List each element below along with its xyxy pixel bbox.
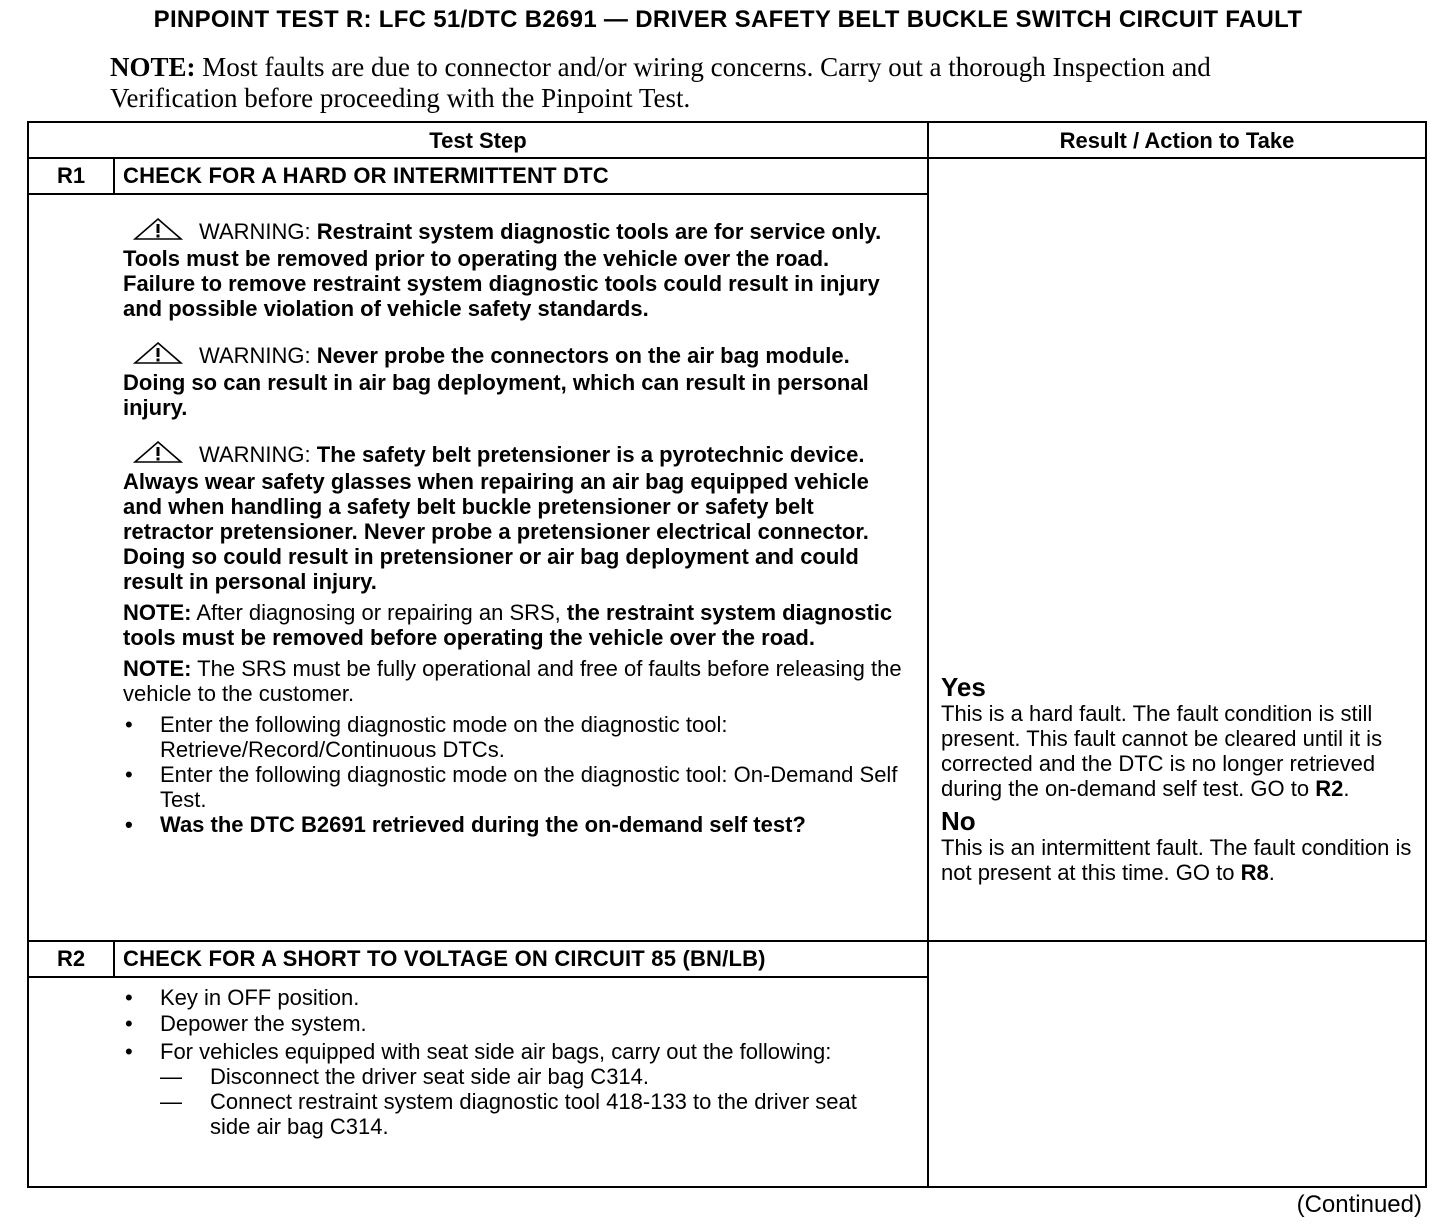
r1-id-divider <box>113 159 115 195</box>
top-note <box>110 52 1310 114</box>
question-item: • Was the DTC B2691 retrieved during the on-demand self test? <box>125 812 806 837</box>
step-title-r2: CHECK FOR A SHORT TO VOLTAGE ON CIRCUIT 85 (BN/LB) <box>123 946 766 971</box>
r2-title-rule <box>29 976 927 978</box>
column-divider <box>927 123 929 1186</box>
goto-r2: R2 <box>1315 776 1344 801</box>
list-item: • Enter the following diagnostic mode on the diagnostic tool: Retrieve/Record/Continuous DTCs. <box>125 712 728 762</box>
header-test-step: Test Step <box>429 128 527 153</box>
note-1: NOTE: After diagnosing or repairing an SRS, the restraint system diagnostic tools must be removed before operating the vehicle over the road. <box>123 600 893 650</box>
warning-triangle-icon <box>133 217 183 246</box>
warning-2: WARNING: Never probe the connectors on the air bag module. Doing so can result in air bag deployment, which can result in personal injury. <box>123 343 869 420</box>
result-no-label: No <box>941 806 976 836</box>
step-body-r2 <box>123 985 903 1139</box>
r1-title-rule <box>29 193 927 195</box>
list-item: • For vehicles equipped with seat side air bags, carry out the following: <box>125 1039 832 1064</box>
warning-1: WARNING: Restraint system diagnostic tools are for service only. Tools must be removed prior to operating the vehicle over the road. Failure to remove restraint system diagnostic tools could result in injury and possible violation of vehicle safety standards. <box>123 219 882 321</box>
list-item: • Enter the following diagnostic mode on the diagnostic tool: On-Demand Self Test. <box>125 762 898 812</box>
step-id-r2: R2 <box>56 946 86 971</box>
list-item: • Key in OFF position. <box>125 985 360 1010</box>
sub-list-item: — Disconnect the driver seat side air bag C314. <box>160 1064 650 1089</box>
result-no-text: This is an intermittent fault. The fault condition is not present at this time. GO to R8. <box>941 835 1412 885</box>
r1-end-rule <box>29 940 1425 942</box>
warning-3: WARNING: The safety belt pretensioner is a pyrotechnic device. Always wear safety glasses when repairing an air bag equipped vehicle and when handling a safety belt buckle pretensioner or safety belt retractor pretensioner. Never probe a pretensioner electrical connector. Doing so could result in pretensioner or air bag deployment and could result in personal injury. <box>123 442 869 594</box>
step-id-r1: R1 <box>56 163 86 188</box>
pinpoint-test-table <box>27 121 1427 1188</box>
top-note-label: NOTE: <box>110 52 196 82</box>
step-body-r1 <box>123 217 903 837</box>
result-yes-text: This is a hard fault. The fault condition is still present. This fault cannot be cleared until it is corrected and the DTC is no longer retrieved during the on-demand self test. GO to R2. <box>941 701 1383 801</box>
result-r1 <box>941 673 1426 885</box>
top-note-text: Most faults are due to connector and/or wiring concerns. Carry out a thorough Inspection and Verification before proceeding with the Pinpoint Test. <box>110 52 1211 113</box>
header-result: Result / Action to Take <box>1059 128 1295 153</box>
result-yes-label: Yes <box>941 672 986 702</box>
step-title-r1: CHECK FOR A HARD OR INTERMITTENT DTC <box>123 163 609 188</box>
r2-id-divider <box>113 942 115 978</box>
warning-triangle-icon <box>133 341 183 370</box>
warning-triangle-icon <box>133 440 183 469</box>
list-item: • Depower the system. <box>125 1011 367 1036</box>
goto-r8: R8 <box>1240 860 1269 885</box>
continued-label: (Continued) <box>1296 1191 1422 1218</box>
note-2: NOTE: The SRS must be fully operational and free of faults before releasing the vehicle to the customer. <box>123 656 902 706</box>
sub-list-item: — Connect restraint system diagnostic tool 418-133 to the driver seat side air bag C314. <box>160 1089 857 1139</box>
page-title: PINPOINT TEST R: LFC 51/DTC B2691 — DRIVER SAFETY BELT BUCKLE SWITCH CIRCUIT FAULT <box>153 6 1303 33</box>
